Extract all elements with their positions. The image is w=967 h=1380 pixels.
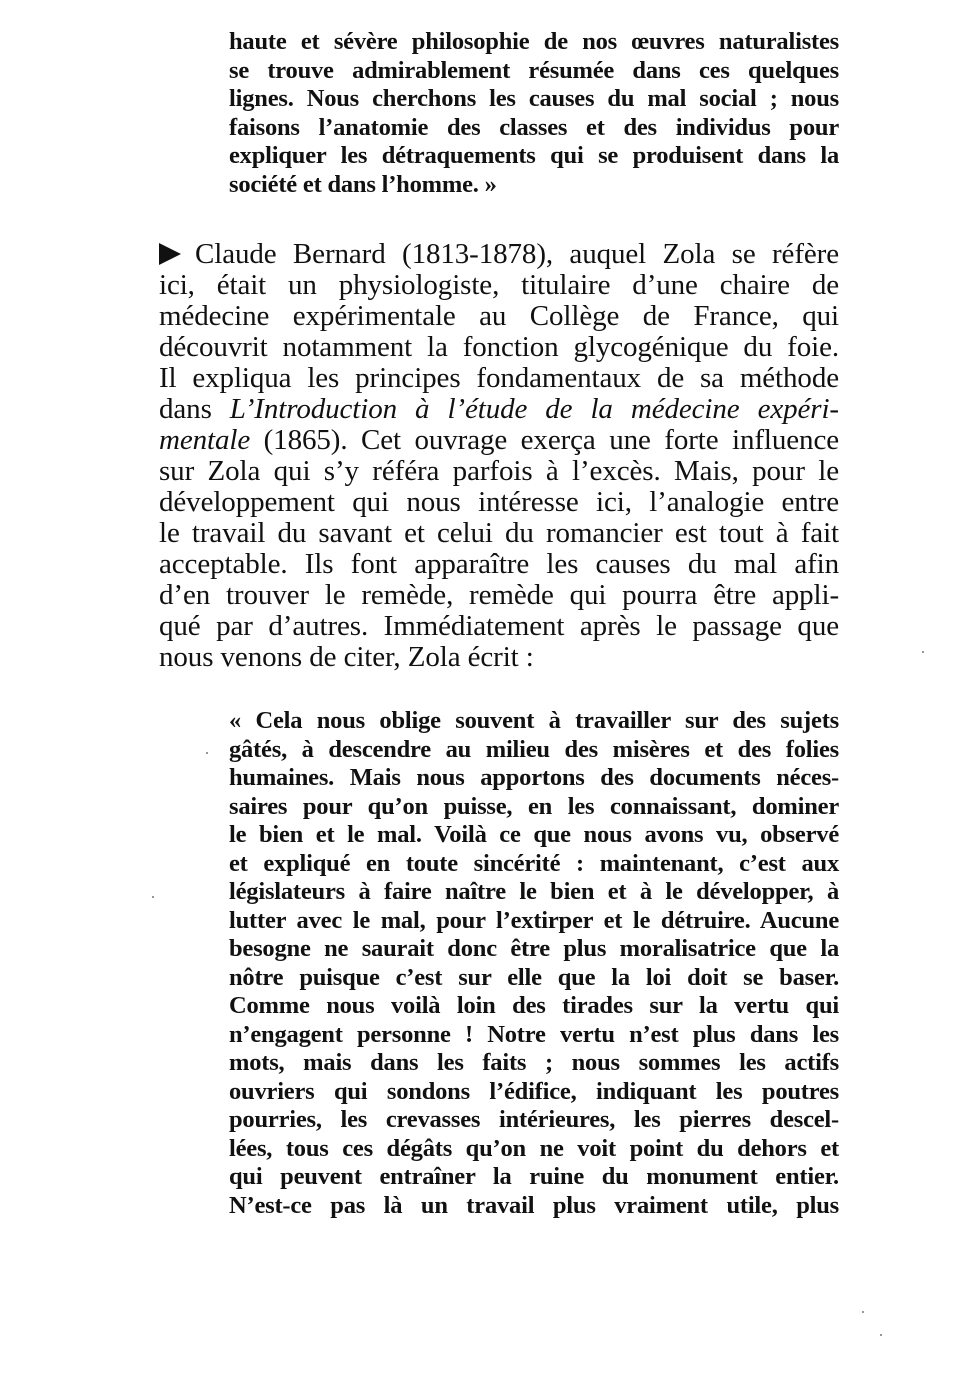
book-title: mentale [159,424,251,456]
quote-bottom-line: Comme nous voilà loin des tirades sur la vertu qui [229,992,839,1019]
quote-top-line: société et dans l’homme. » [229,170,497,198]
scan-speck [152,896,154,898]
quote-bottom-line: qui peuvent entraîner la ruine du monument entier. [229,1163,839,1190]
quote-bottom-line: n’engagent personne ! Notre vertu n’est plus dans les [229,1020,839,1048]
quote-bottom-line: N’est-ce pas là un travail plus vraiment utile, plus [229,1191,839,1219]
quote-bottom-line: nôtre puisque c’est sur elle que la loi doit se baser. [229,963,839,991]
quote-top-line: faisons l’anatomie des classes et des individus pour [229,113,839,141]
triangle-right-icon [159,243,181,265]
quote-top-line: haute et sévère philosophie de nos œuvres naturalistes [229,28,839,55]
commentary-line: découvrit notamment la fonction glycogénique du foie. [159,331,839,363]
commentary-line: médecine expérimentale au Collège de France, qui [159,300,839,332]
scan-speck [206,752,208,754]
quote-bottom-line: et expliqué en toute sincérité : maintenant, c’est aux [229,849,839,877]
commentary-line [159,425,839,456]
commentary-line [159,239,839,270]
scan-speck [922,651,924,653]
quote-bottom-line: lutter avec le mal, pour l’extirper et le détruire. Aucune [229,906,839,934]
quote-bottom-line: ouvriers qui sondons l’édifice, indiquant les poutres [229,1077,839,1105]
quote-top-line: expliquer les détraquements qui se produisent dans la [229,142,839,169]
scan-speck [880,1334,882,1336]
commentary-line: développement qui nous intéresse ici, l’analogie entre [159,486,839,518]
commentary-line: nous venons de citer, Zola écrit : [159,641,534,673]
commentary-line [159,394,839,425]
commentary-line: sur Zola qui s’y référa parfois à l’excès. Mais, pour le [159,455,839,487]
book-title: L’Introduction à l’étude de la médecine expéri- [229,393,839,425]
commentary-line: acceptable. Ils font apparaître les causes du mal afin [159,548,839,580]
commentary-line: ici, était un physiologiste, titulaire d’une chaire de [159,269,839,301]
quote-top-line: se trouve admirablement résumée dans ces quelques [229,56,839,84]
commentary-line: qué par d’autres. Immédiatement après le passage que [159,610,839,642]
commentary-line-text: dans [159,393,230,425]
commentary-line: Il expliqua les principes fondamentaux de sa méthode [159,362,839,394]
quote-bottom-line: humaines. Mais nous apportons des documents néces- [229,764,839,791]
commentary-line-text: Claude Bernard (1813-1878), auquel Zola se réfère [195,238,839,270]
quote-bottom-line: mots, mais dans les faits ; nous sommes les actifs [229,1049,839,1076]
quote-top-line: lignes. Nous cherchons les causes du mal social ; nous [229,85,839,112]
quote-bottom-line: saires pour qu’on puisse, en les connaissant, dominer [229,792,839,820]
quote-block-top [229,28,839,199]
quote-bottom-line: le bien et le mal. Voilà ce que nous avons vu, observé [229,821,839,848]
scan-speck [862,1311,864,1313]
commentary-line: d’en trouver le remède, remède qui pourra être appli- [159,579,839,611]
quote-bottom-line: lées, tous ces dégâts qu’on ne voit point du dehors et [229,1134,839,1162]
commentary-paragraph [159,239,839,673]
quote-bottom-line: besogne ne saurait donc être plus moralisatrice que la [229,935,839,962]
quote-bottom-line: législateurs à faire naître le bien et à le développer, à [229,878,839,905]
quote-bottom-line: pourries, les crevasses intérieures, les pierres descel- [229,1106,839,1133]
quote-bottom-line: « Cela nous oblige souvent à travailler sur des sujets [229,707,839,734]
commentary-line: le travail du savant et celui du romancier est tout à fait [159,517,839,549]
quote-block-bottom [229,707,839,1220]
commentary-line-text: (1865). Cet ouvrage exerça une forte influence [250,424,839,456]
quote-bottom-line: gâtés, à descendre au milieu des misères et des folies [229,735,839,763]
